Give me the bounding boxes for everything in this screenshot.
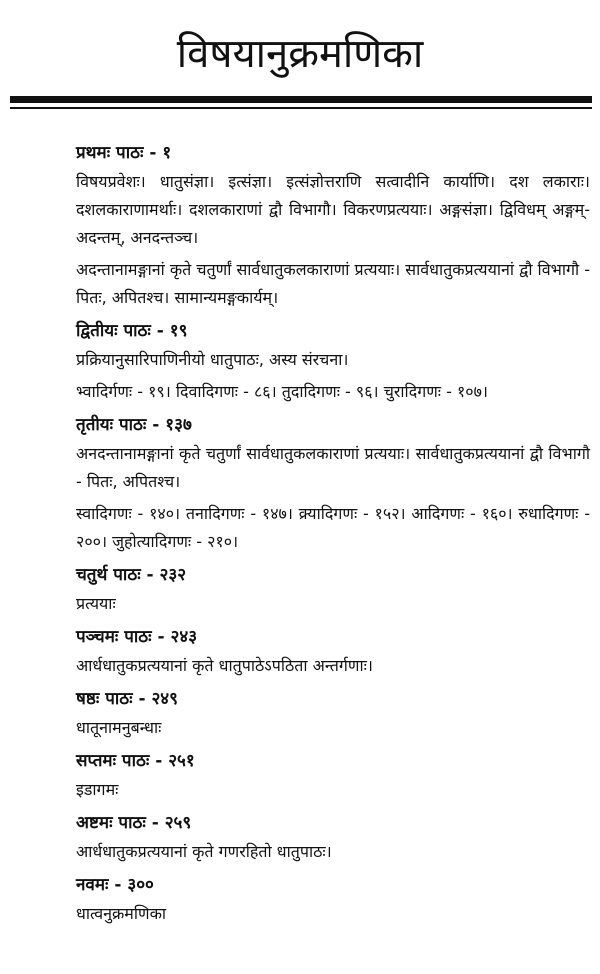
lesson-6	[0, 684, 600, 742]
lesson-7	[0, 746, 600, 804]
lesson-heading: पञ्चमः पाठः - २४३	[76, 627, 198, 647]
lesson-paragraph: प्रक्रियानुसारिपाणिनीयो धातुपाठः, अस्य संरचना।	[76, 350, 349, 369]
lesson-5	[0, 622, 600, 680]
lesson-paragraph: धात्वनुक्रमणिका	[76, 904, 167, 923]
lesson-heading: षष्ठः पाठः - २४९	[76, 689, 178, 709]
lesson-paragraph: प्रत्ययाः	[76, 594, 116, 613]
lesson-paragraph: धातूनामनुबन्धाः	[76, 718, 162, 737]
title-rule-thin	[10, 107, 592, 109]
lesson-heading: सप्तमः पाठः - २५१	[76, 751, 195, 771]
lesson-paragraph: विषयप्रवेशः। धातुसंज्ञा। इत्संज्ञा। इत्संज्ञोत्तराणि सत्वादीनि कार्याणि। दश लकाराः। दशलकाराणामर्थाः। दशलकाराणां द्वौ विभागौ। विकरणप्रत्ययाः। अङ्गसंज्ञा। द्विविधम् अङ्गम्-अदन्तम्, अनदन्तञ्च।	[76, 172, 590, 247]
lesson-paragraph: आर्धधातुकप्रत्ययानां कृते धातुपाठेऽपठिता अन्तर्गणाः।	[76, 656, 373, 675]
lesson-8	[0, 808, 600, 866]
lesson-4	[0, 560, 600, 618]
lesson-heading: नवमः - ३००	[76, 875, 154, 895]
lesson-paragraph: स्वादिगणः - १४०। तनादिगणः - १४७। क्र्यादिगणः - १५२। आदिगणः - १६०। रुधादिगणः - २००। जुहोत्यादिगणः - २१०।	[76, 504, 590, 551]
title-rule-thick	[10, 96, 592, 103]
lesson-heading: प्रथमः पाठः - १	[76, 143, 172, 163]
lesson-1	[0, 138, 600, 312]
lesson-9	[0, 870, 600, 928]
lesson-heading: तृतीयः पाठः - १३७	[76, 415, 192, 435]
lesson-heading: चतुर्थ पाठः - २३२	[76, 565, 187, 585]
lesson-paragraph: इडागमः	[76, 780, 119, 799]
contents-list	[0, 138, 600, 932]
lesson-heading: अष्टमः पाठः - २५९	[76, 813, 192, 833]
lesson-heading: द्वितीयः पाठः - १९	[76, 321, 188, 341]
lesson-paragraph: अदन्तानामङ्गानां कृते चतुर्णां सार्वधातुकलकाराणां प्रत्ययाः। सार्वधातुकप्रत्ययानां द्वौ विभागौ - पितः, अपितश्च। सामान्यमङ्गकार्यम्।	[76, 260, 590, 307]
lesson-2	[0, 316, 600, 406]
lesson-3	[0, 410, 600, 556]
page-title: विषयानुक्रमणिका	[176, 31, 424, 77]
lesson-paragraph: आर्धधातुकप्रत्ययानां कृते गणरहितो धातुपाठः।	[76, 842, 332, 861]
lesson-paragraph: भ्वादिर्गणः - १९। दिवादिगणः - ८६। तुदादिगणः - ९६। चुरादिगणः - १०७।	[76, 382, 488, 401]
lesson-paragraph: अनदन्तानामङ्गानां कृते चतुर्णां सार्वधातुकलकाराणां प्रत्ययाः। सार्वधातुकप्रत्ययानां द्वौ विभागौ - पितः, अपितश्च।	[76, 444, 590, 491]
